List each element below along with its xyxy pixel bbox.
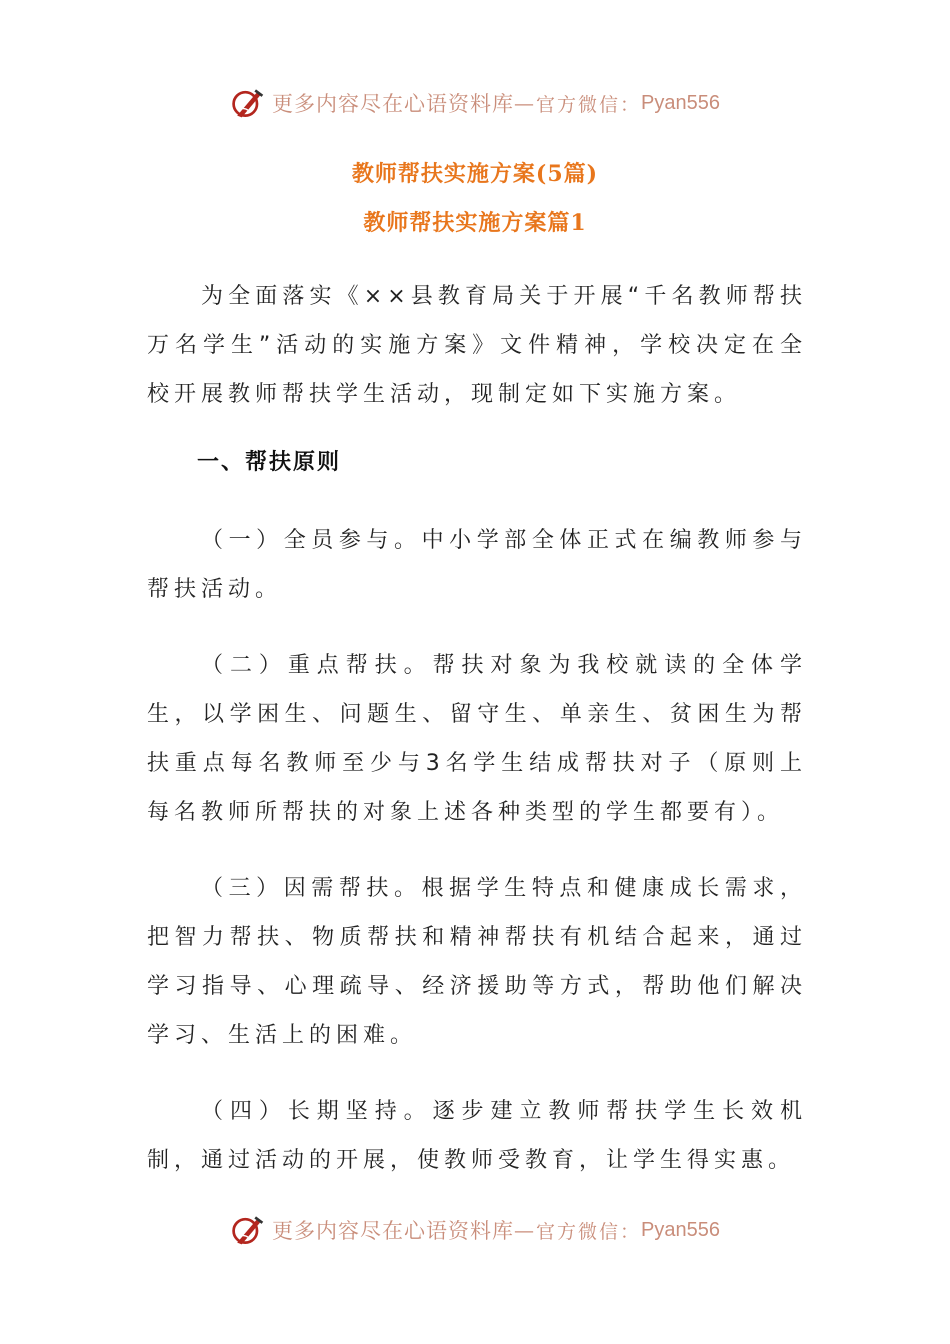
intro-paragraph xyxy=(147,272,807,419)
pen-logo-icon xyxy=(230,85,266,121)
banner-text: 更多内容尽在心语资料库 xyxy=(272,92,514,116)
banner-label: 官方微信： xyxy=(536,93,642,116)
section-heading: 一、帮扶原则 xyxy=(197,450,342,475)
intro-text: 为全面落实《××县教育局关于开展“千名教师帮扶万名学生”活动的实施方案》文件精神，学校决定在全校开展教师帮扶学生活动，现制定如下实施方案。 xyxy=(147,284,807,407)
banner-text: 更多内容尽在心语资料库 xyxy=(272,1219,514,1243)
principle-text: （三）因需帮扶。根据学生特点和健康成长需求，把智力帮扶、物质帮扶和精神帮扶有机结合起来，通过学习指导、心理疏导、经济援助等方式，帮助他们解决学习、生活上的困难。 xyxy=(147,876,807,1048)
banner-dash: — xyxy=(514,1218,534,1242)
principle-paragraph xyxy=(147,516,807,614)
document-title: 教师帮扶实施方案(5篇) xyxy=(351,161,599,187)
principle-paragraph xyxy=(147,864,807,1060)
footer-banner xyxy=(0,1210,950,1250)
principle-text: （四）长期坚持。逐步建立教师帮扶学生长效机制，通过活动的开展，使教师受教育，让学生得实惠。 xyxy=(147,1099,807,1173)
principle-paragraph xyxy=(147,1087,807,1185)
banner-dash: — xyxy=(514,91,534,115)
banner-wechat-id: Pyan556 xyxy=(641,1218,720,1241)
header-banner xyxy=(0,83,950,123)
banner-wechat-id: Pyan556 xyxy=(641,91,720,114)
principle-paragraph xyxy=(147,641,807,837)
principle-text: （二）重点帮扶。帮扶对象为我校就读的全体学生，以学困生、问题生、留守生、单亲生、贫困生为帮扶重点每名教师至少与3名学生结成帮扶对子（原则上每名教师所帮扶的对象上述各种类型的学生都要有）。 xyxy=(147,653,807,825)
principle-text: （一）全员参与。中小学部全体正式在编教师参与帮扶活动。 xyxy=(147,528,807,602)
pen-logo-icon xyxy=(230,1212,266,1248)
banner-label: 官方微信： xyxy=(536,1220,642,1243)
document-subtitle: 教师帮扶实施方案篇1 xyxy=(363,210,587,236)
